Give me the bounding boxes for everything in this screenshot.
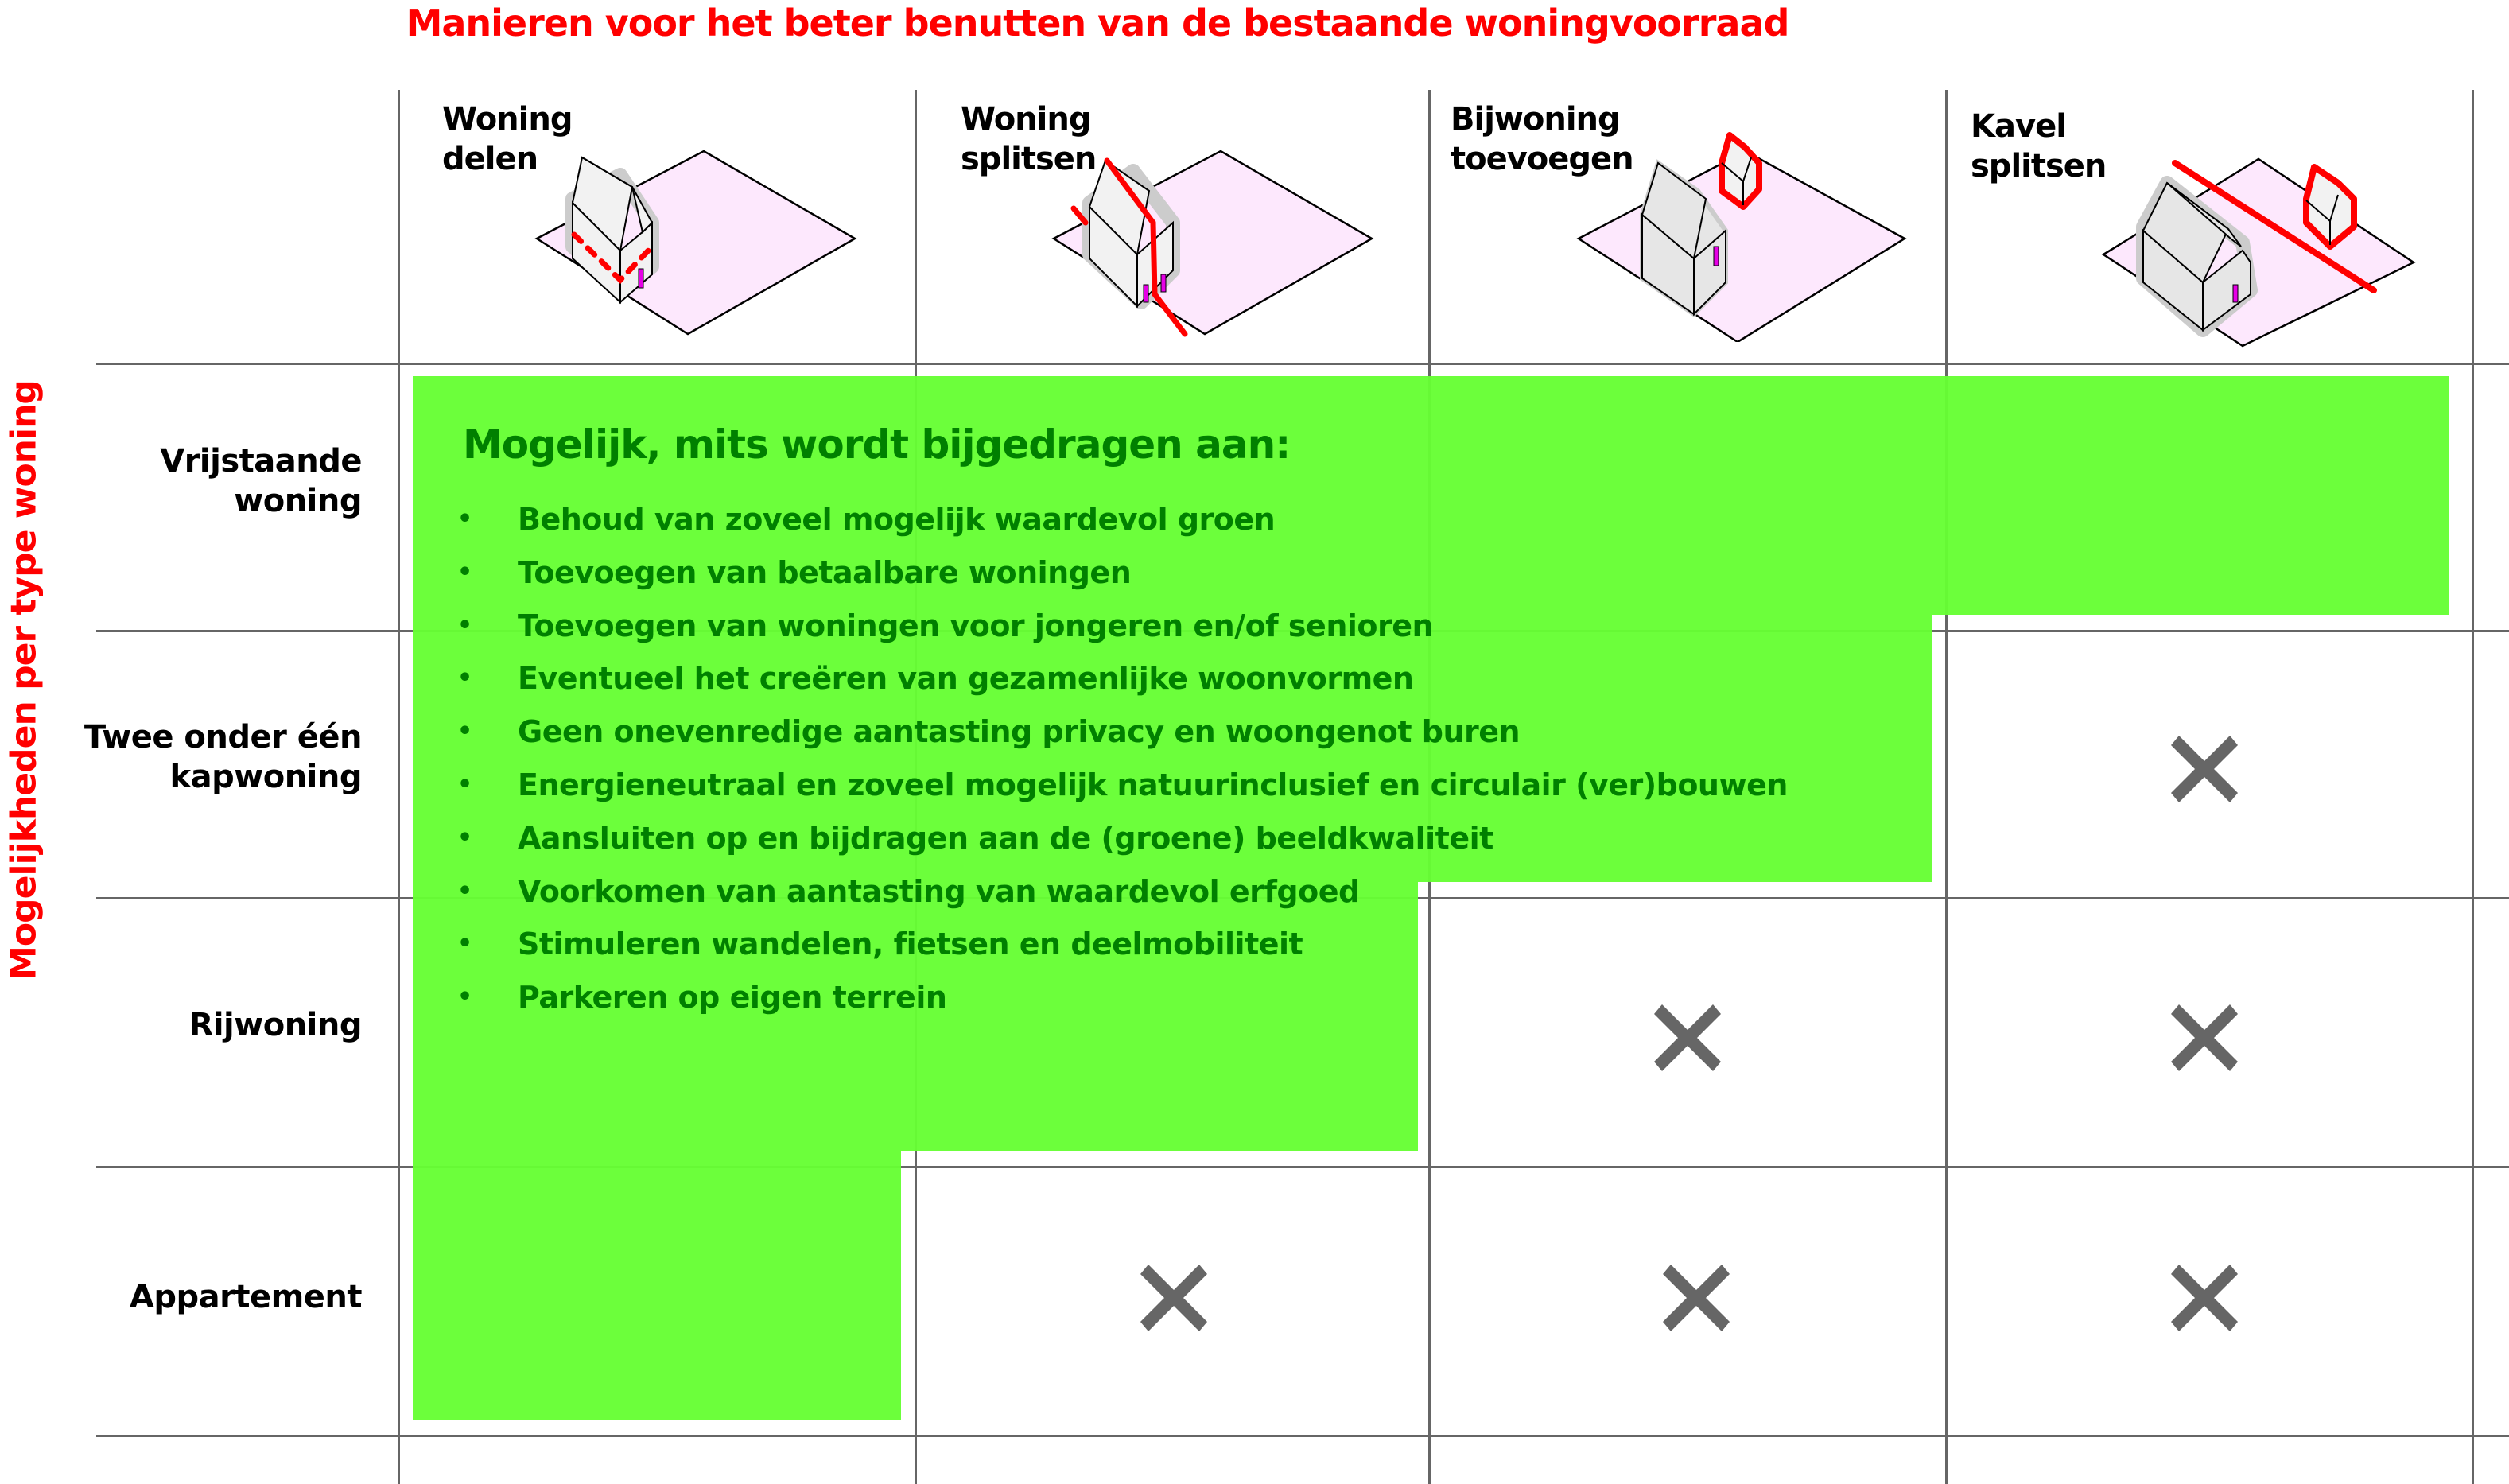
bullet-icon: • <box>457 664 472 693</box>
column-header-line: toevoegen <box>1451 141 1633 177</box>
condition-text: Aansluiten op en bijdragen aan de (groene) beeldkwaliteit <box>518 820 1493 856</box>
row-label-line: Twee onder één <box>84 719 362 756</box>
condition-item <box>457 652 1788 705</box>
condition-item <box>457 759 1788 812</box>
condition-text: Eventueel het creëren van gezamenlijke woonvormen <box>518 661 1414 697</box>
not-possible-x-icon <box>1663 1265 1730 1331</box>
condition-item <box>457 918 1788 971</box>
bullet-icon: • <box>457 983 472 1012</box>
condition-text: Parkeren op eigen terrein <box>518 980 947 1016</box>
bullet-icon: • <box>457 770 472 798</box>
condition-item <box>457 705 1788 759</box>
not-possible-x-icon <box>1140 1265 1207 1331</box>
not-possible-x-icon <box>1654 1004 1721 1071</box>
condition-text: Toevoegen van betaalbare woningen <box>518 554 1132 590</box>
side-label: Mogelijkheden per type woning <box>3 380 45 981</box>
bullet-icon: • <box>457 611 472 639</box>
row-label-line: Vrijstaande <box>160 443 362 480</box>
bullet-icon: • <box>457 823 472 852</box>
column-header-line: Kavel <box>1971 108 2066 145</box>
row-label-line: Rijwoning <box>188 1007 362 1043</box>
bullet-icon: • <box>457 717 472 746</box>
condition-text: Geen onevenredige aantasting privacy en woongenot buren <box>518 714 1521 750</box>
condition-text: Stimuleren wandelen, fietsen en deelmobiliteit <box>518 927 1303 962</box>
bullet-icon: • <box>457 505 472 533</box>
allowed-area-heading: Mogelijk, mits wordt bijgedragen aan: <box>463 422 1291 468</box>
row-label-line: Appartement <box>129 1279 362 1315</box>
not-possible-x-icon <box>2171 1004 2238 1071</box>
condition-item <box>457 865 1788 919</box>
column-header-line: splitsen <box>961 141 1097 177</box>
not-possible-x-icon <box>2171 1265 2238 1331</box>
condition-text: Behoud van zoveel mogelijk waardevol groen <box>518 502 1276 537</box>
row-label-line: kapwoning <box>169 759 362 795</box>
bullet-icon: • <box>457 876 472 905</box>
column-header-line: splitsen <box>1971 148 2107 185</box>
condition-item <box>457 600 1788 653</box>
column-header-line: delen <box>442 141 538 177</box>
bullet-icon: • <box>457 557 472 586</box>
condition-item <box>457 546 1788 600</box>
column-header-line: Woning <box>442 101 573 138</box>
column-header-line: Bijwoning <box>1451 101 1620 138</box>
row-label-line: woning <box>234 483 362 519</box>
condition-text: Energieneutraal en zoveel mogelijk natuurinclusief en circulair (ver)bouwen <box>518 767 1788 802</box>
condition-item <box>457 971 1788 1024</box>
condition-item <box>457 812 1788 865</box>
page-title: Manieren voor het beter benutten van de bestaande woningvoorraad <box>406 2 1789 45</box>
conditions-list <box>457 493 1788 1024</box>
condition-item <box>457 493 1788 546</box>
condition-text: Toevoegen van woningen voor jongeren en/of senioren <box>518 608 1434 643</box>
bullet-icon: • <box>457 930 472 958</box>
not-possible-x-icon <box>2171 736 2238 802</box>
column-header-line: Woning <box>961 101 1091 138</box>
condition-text: Voorkomen van aantasting van waardevol erfgoed <box>518 873 1360 909</box>
